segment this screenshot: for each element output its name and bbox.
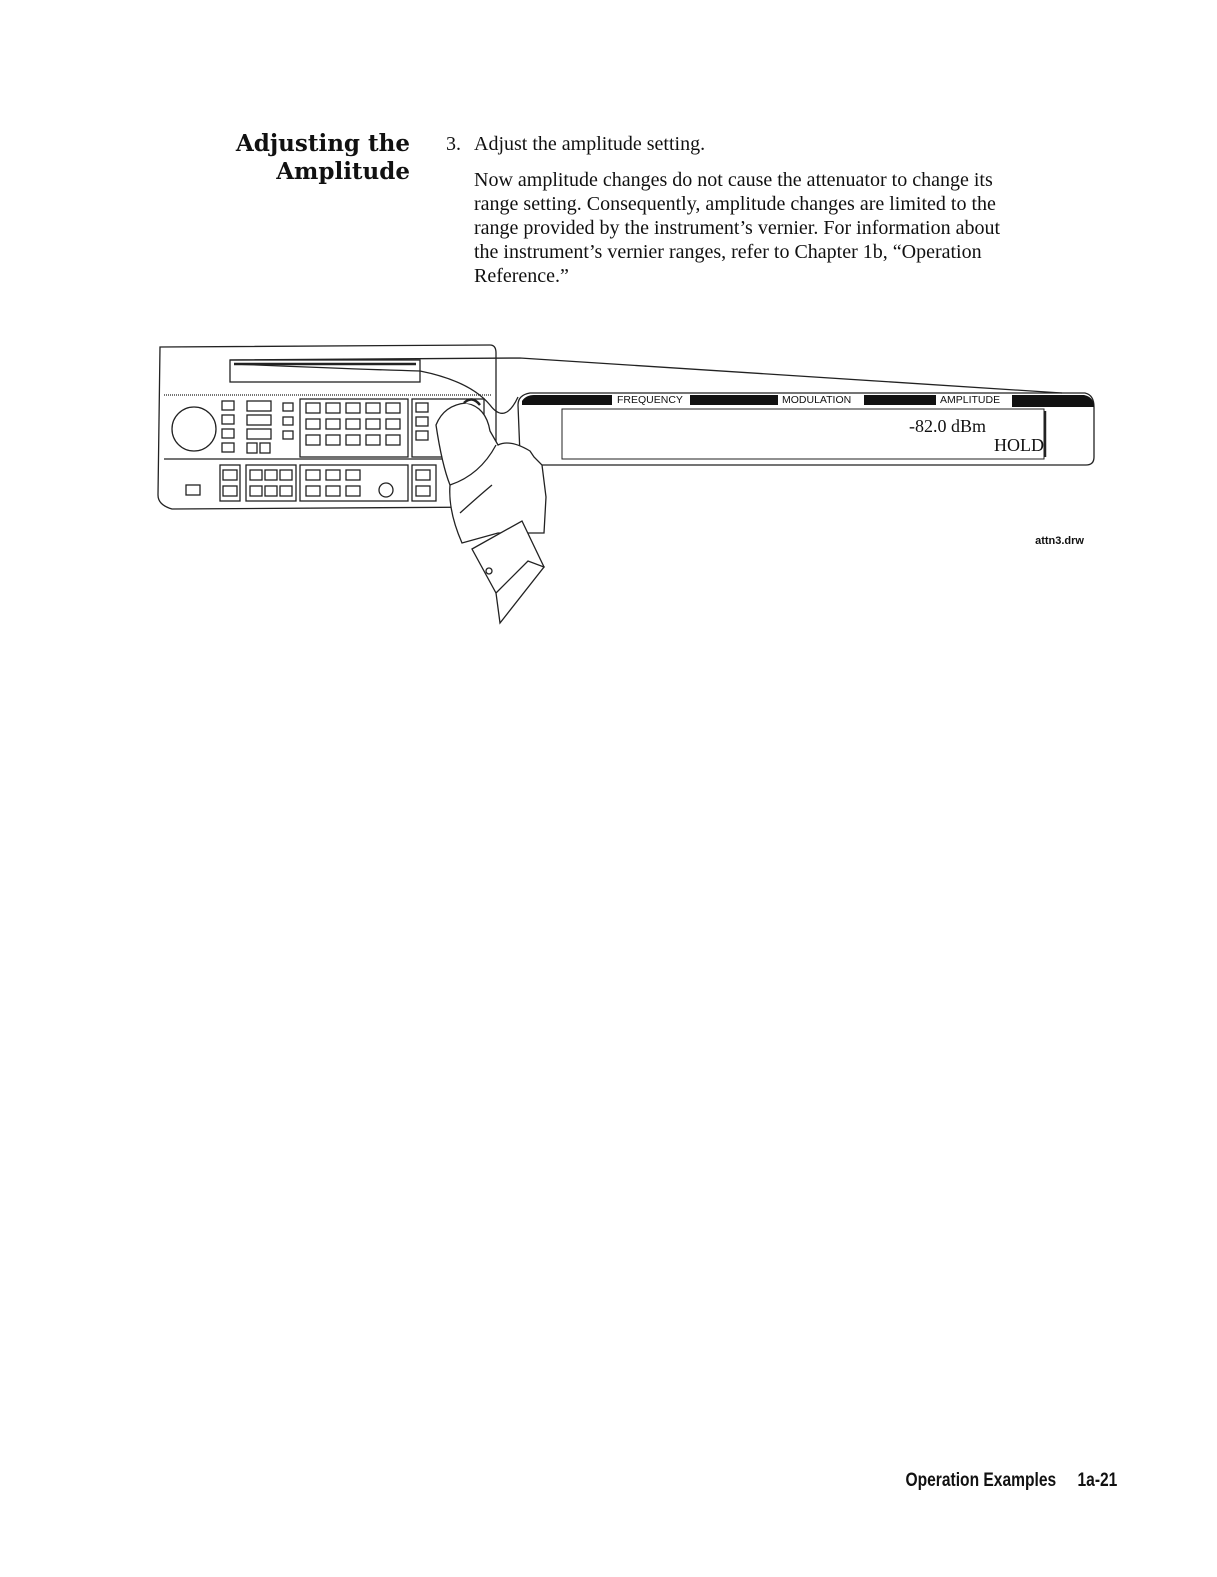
step-text: Adjust the amplitude setting.: [474, 133, 706, 155]
label-frequency: FREQUENCY: [617, 394, 683, 406]
label-amplitude: AMPLITUDE: [940, 394, 1001, 406]
hand-illustration: [436, 399, 546, 623]
page-footer: [905, 1470, 1117, 1492]
paragraph-line: range provided by the instrument’s vernier. For information about: [474, 217, 1000, 239]
display-readout-value: -82.0 dBm: [909, 416, 987, 436]
rotary-knob-icon: [172, 407, 216, 451]
paragraph-line: range setting. Consequently, amplitude changes are limited to the: [474, 193, 996, 215]
paragraph-line: Reference.”: [474, 265, 569, 287]
instrument-figure: [150, 335, 1110, 635]
figure-filename: attn3.drw: [1035, 535, 1084, 547]
section-heading-line2: Amplitude: [276, 158, 410, 185]
section-heading: [200, 130, 410, 186]
keypad-keys: [186, 399, 484, 501]
display-readout-status: HOLD: [994, 435, 1044, 455]
paragraph-line: the instrument’s vernier ranges, refer to Chapter 1b, “Operation: [474, 241, 982, 263]
section-heading-line1: Adjusting the: [235, 130, 410, 157]
footer-section-title: Operation Examples: [905, 1470, 1056, 1491]
paragraph-line: Now amplitude changes do not cause the attenuator to change its: [474, 169, 993, 191]
step-number: 3.: [446, 133, 461, 155]
footer-page-number: 1a-21: [1077, 1470, 1117, 1491]
label-modulation: MODULATION: [782, 394, 852, 406]
step-paragraph: [474, 168, 1114, 288]
